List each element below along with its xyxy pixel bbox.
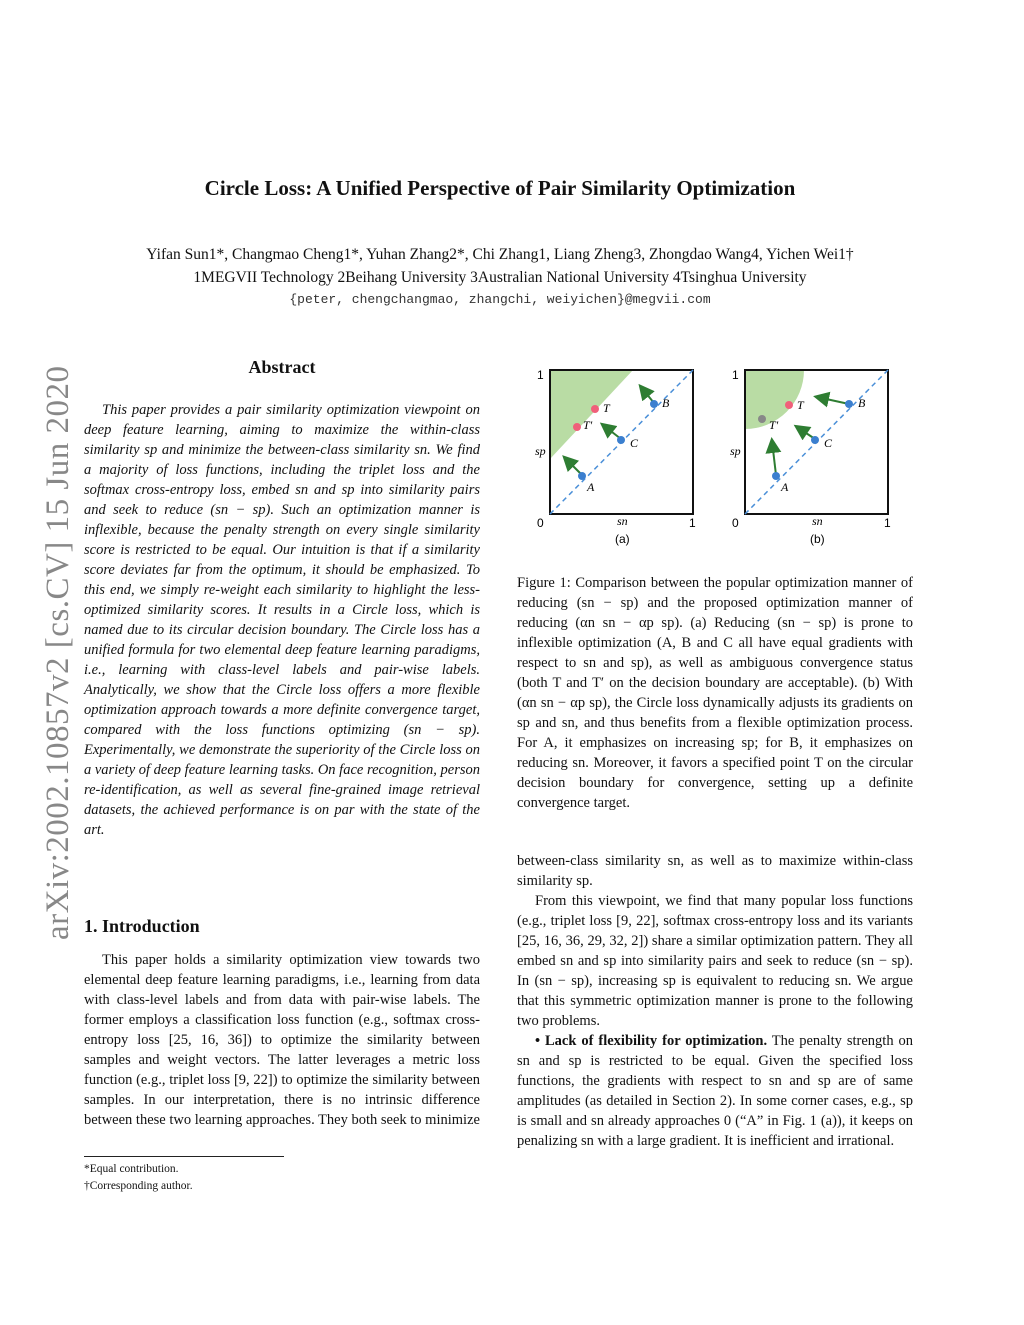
point-b-Tprime	[758, 415, 766, 423]
axis-b-origin: 0	[732, 516, 739, 530]
label-a-Tprime: T′	[583, 418, 593, 432]
point-b-B	[845, 400, 853, 408]
paper-title: Circle Loss: A Unified Perspective of Pair Similarity Optimization	[204, 176, 796, 200]
point-a-A	[578, 472, 586, 480]
label-b-T: T	[797, 398, 804, 412]
axis-a-xmax: 1	[689, 516, 696, 530]
panel-a-tag: (a)	[615, 532, 630, 546]
author-block	[0, 243, 1000, 289]
bullet-paragraph	[517, 1031, 913, 1151]
figure-1-svg	[517, 367, 913, 557]
arxiv-watermark: arXiv:2002.10857v2 [cs.CV] 15 Jun 2020	[40, 365, 76, 940]
point-a-B	[650, 400, 658, 408]
axis-b-xlabel: sn	[812, 514, 823, 528]
right-paragraph-2: From this viewpoint, we find that many popular loss functions (e.g., triplet loss [9, 22], softmax cross-entropy loss and its variants [25, 16, 36, 29, 32, 2]) share a similar optimization pattern. They all embed sn and sp into similarity pairs and seek to reduce (sn − sp). In (sn − sp), increasing sp is equivalent to reducing sn. We argue that this symmetric optimization manner is prone to the following two problems.	[517, 893, 913, 1029]
emails: {peter, chengchangmao, zhangchi, weiyichen}@megvii.com	[289, 292, 711, 307]
footnote-equal: *Equal contribution.	[84, 1163, 179, 1175]
label-a-A: A	[587, 480, 595, 494]
footnote-corresponding: †Corresponding author.	[84, 1180, 193, 1192]
axis-b-ylabel: sp	[730, 444, 741, 458]
right-column-text	[517, 851, 913, 1151]
panel-b-tag: (b)	[810, 532, 825, 546]
arrow-b-A	[772, 441, 776, 475]
label-a-C: C	[630, 436, 639, 450]
abstract-heading: Abstract	[248, 357, 316, 377]
affiliations-line: 1MEGVII Technology 2Beihang University 3Australian National University 4Tsinghua University	[193, 269, 807, 286]
right-paragraph-1: between-class similarity sn, as well as to maximize within-class similarity sp.	[517, 853, 913, 889]
arrow-b-B	[817, 397, 849, 404]
label-a-B: B	[662, 396, 670, 410]
footnotes	[84, 1156, 284, 1195]
region-a	[550, 370, 633, 459]
bullet-heading: • Lack of flexibility for optimization.	[535, 1033, 768, 1049]
figure-1	[517, 367, 913, 557]
axis-a-ymax: 1	[537, 368, 544, 382]
label-b-C: C	[824, 436, 833, 450]
authors-line: Yifan Sun1*, Changmao Cheng1*, Yuhan Zhang2*, Chi Zhang1, Liang Zheng3, Zhongdao Wang4, Yichen Wei1†	[146, 246, 854, 263]
arrow-a-C	[603, 425, 621, 439]
point-b-T	[785, 401, 793, 409]
label-b-Tprime: T′	[769, 418, 779, 432]
point-b-A	[772, 472, 780, 480]
figure-1-caption: Figure 1: Comparison between the popular optimization manner of reducing (sn − sp) and the proposed optimization manner of reducing (αn sn − αp sp). (a) Reducing (sn − sp) is prone to inflexible optimization (A, B and C all have equal gradients with respect to sn and sp), as well as ambiguous convergence status (both T and T′ on the decision boundary are acceptable). (b) With (αn sn − αp sp), the Circle loss dynamically adjusts its gradients on sp and sn, and thus benefits from a flexible optimization process. For A, it emphasizes on increasing sp; for B, it emphasizes on reducing sn. Moreover, it favors a specified point T on the circular decision boundary for convergence, setting up a definite convergence target.	[517, 575, 913, 811]
abstract-text: This paper provides a pair similarity optimization viewpoint on deep feature learning, aiming to maximize the within-class similarity sp and minimize the between-class similarity sn. We find a majority of loss functions, including the triplet loss and the softmax cross-entropy loss, embed sn and sp into similarity pairs and seek to reduce (sn − sp). Such an optimization manner is inflexible, because the penalty strength on every single similarity score is restricted to be equal. Our intuition is that if a similarity score deviates far from the optimum, it should be emphasized. To this end, we simply re-weight each similarity to highlight the less-optimized similarity scores. It results in a Circle loss, which is named due to its circular decision boundary. The Circle loss has a unified formula for two elemental deep feature learning paradigms, i.e., learning with class-level labels and pair-wise labels. Analytically, we show that the Circle loss offers a more flexible optimization approach towards a more definite convergence target, compared with the loss functions optimizing (sn − sp). Experimentally, we demonstrate the superiority of the Circle loss on a variety of deep feature learning tasks. On face recognition, person re-identification, as well as several fine-grained image retrieval datasets, the achieved performance is on par with the state of the art.	[84, 402, 480, 838]
label-a-T: T	[603, 401, 610, 415]
arrow-a-A	[565, 458, 582, 475]
axis-b-xmax: 1	[884, 516, 891, 530]
intro-text: This paper holds a similarity optimization view towards two elemental deep feature learning paradigms, i.e., learning from data with class-level labels and from data with pair-wise labels. The former employs a classification loss function (e.g., softmax cross-entropy loss [25, 16, 36]) to optimize the similarity between samples and weight vectors. The latter leverages a metric loss function (e.g., triplet loss [9, 22]) to optimize the similarity between samples. In our interpretation, there is no intrinsic difference between these two learning approaches. They both seek to minimize	[84, 952, 480, 1128]
point-a-C	[617, 436, 625, 444]
axis-b-ymax: 1	[732, 368, 739, 382]
label-b-B: B	[858, 396, 866, 410]
point-b-C	[811, 436, 819, 444]
label-b-A: A	[781, 480, 789, 494]
panel-a	[535, 368, 696, 546]
intro-heading: 1. Introduction	[84, 916, 200, 936]
axis-a-ylabel: sp	[535, 444, 546, 458]
bullet-text: The penalty strength on sn and sp is restricted to be equal. Given the specified loss functions, the gradients with respect to sn and sp are of same amplitudes (as detailed in Section 2). In some corner cases, e.g., sp is small and sn already approaches 0 (“A” in Fig. 1 (a)), it keeps on penalizing sn with a large gradient. It is inefficient and irrational.	[517, 1033, 914, 1149]
axis-a-xlabel: sn	[617, 514, 628, 528]
point-a-T	[591, 405, 599, 413]
axis-a-origin: 0	[537, 516, 544, 530]
panel-b	[730, 368, 891, 546]
point-a-Tprime	[573, 423, 581, 431]
